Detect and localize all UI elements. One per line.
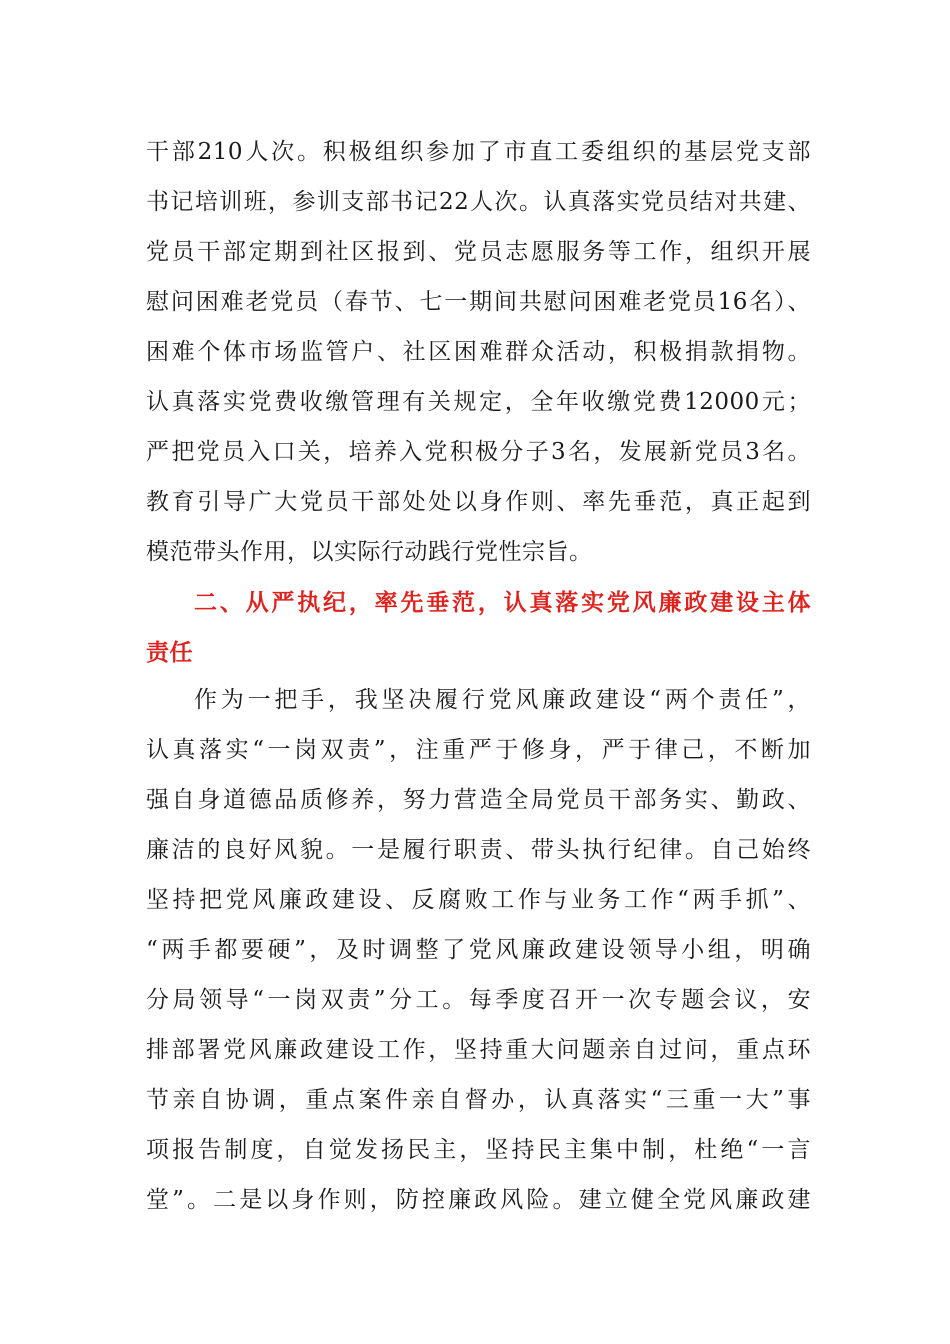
heading-line: 二、从严执纪，率先垂范，认真落实党风廉政建设主体: [194, 590, 811, 616]
paragraph-line: 堂”。二是以身作则，防控廉政风险。建立健全党风廉政建: [146, 1187, 811, 1213]
paragraph-line: 党员干部定期到社区报到、党员志愿服务等工作，组织开展: [146, 239, 811, 265]
paragraph-line: 模范带头作用，以实际行动践行党性宗旨。: [146, 539, 593, 565]
paragraph-line: 强自身道德品质修养，努力营造全局党员干部务实、勤政、: [146, 787, 811, 813]
paragraph-line: 排部署党风廉政建设工作，坚持重大问题亲自过问，重点环: [146, 1037, 811, 1063]
paragraph-line: 作为一把手，我坚决履行党风廉政建设“两个责任”，: [194, 687, 811, 713]
paragraph-line: 项报告制度，自觉发扬民主，坚持民主集中制，杜绝“一言: [146, 1137, 811, 1163]
paragraph-line: 分局领导“一岗双责”分工。每季度召开一次专题会议，安: [146, 987, 811, 1013]
paragraph-line: 困难个体市场监管户、社区困难群众活动，积极捐款捐物。: [146, 339, 811, 365]
paragraph-line: 书记培训班，参训支部书记22人次。认真落实党员结对共建、: [146, 189, 811, 215]
paragraph-line: 教育引导广大党员干部处处以身作则、率先垂范，真正起到: [146, 489, 811, 515]
paragraph-party-work: [146, 127, 811, 577]
paragraph-line: “两手都要硬”，及时调整了党风廉政建设领导小组，明确: [146, 937, 811, 963]
paragraph-line: 坚持把党风廉政建设、反腐败工作与业务工作“两手抓”、: [146, 887, 811, 913]
section-heading: [146, 578, 811, 678]
paragraph-line: 干部210人次。积极组织参加了市直工委组织的基层党支部: [146, 139, 811, 165]
paragraph-line: 慰问困难老党员（春节、七一期间共慰问困难老党员16名）、: [146, 289, 811, 315]
paragraph-line: 廉洁的良好风貌。一是履行职责、带头执行纪律。自己始终: [146, 837, 811, 863]
paragraph-line: 节亲自协调，重点案件亲自督办，认真落实“三重一大”事: [146, 1087, 811, 1113]
heading-line: 责任: [146, 640, 193, 666]
paragraph-line: 严把党员入口关，培养入党积极分子3名，发展新党员3名。: [146, 439, 811, 465]
paragraph-line: 认真落实党费收缴管理有关规定，全年收缴党费12000元；: [146, 389, 811, 415]
paragraph-integrity: [146, 675, 811, 1225]
paragraph-line: 认真落实“一岗双责”，注重严于修身，严于律己，不断加: [146, 737, 811, 763]
